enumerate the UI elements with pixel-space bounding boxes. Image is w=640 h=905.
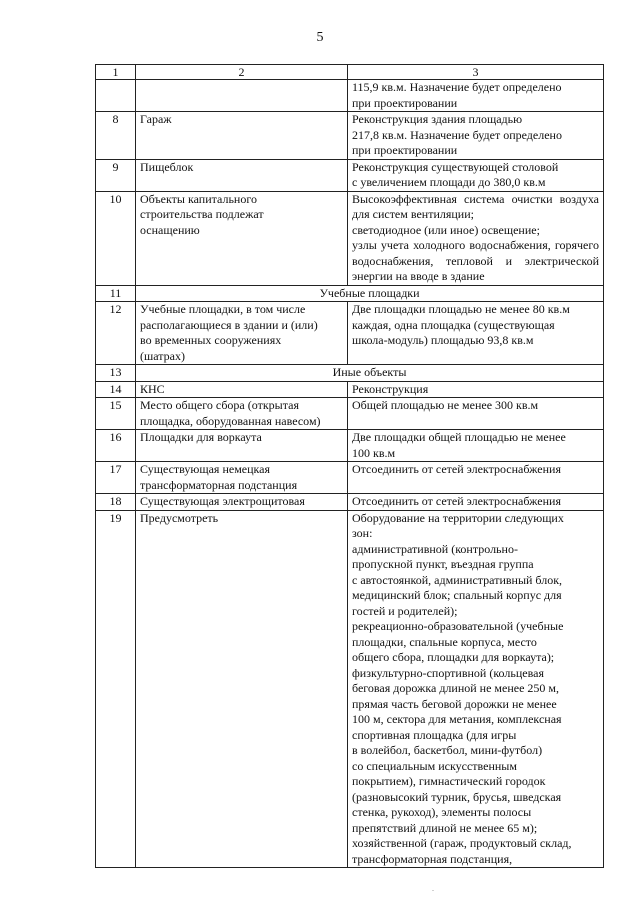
object-name: Учебные площадки, в том числе располагающиеся в здании и (или) во временных сооружениях (шатрах) — [136, 302, 348, 365]
page-number: 5 — [316, 30, 324, 45]
object-name: Пищеблок — [136, 159, 348, 191]
row-number: 13 — [96, 365, 136, 382]
object-requirement: 115,9 кв.м. Назначение будет определено при проектировании — [348, 80, 604, 112]
row-number: 15 — [96, 398, 136, 430]
object-requirement: Общей площадью не менее 300 кв.м — [348, 398, 604, 430]
table-row — [96, 462, 604, 494]
row-number: 17 — [96, 462, 136, 494]
section-row — [96, 365, 604, 382]
object-requirement: Отсоединить от сетей электроснабжения — [348, 494, 604, 511]
object-name: Место общего сбора (открытая площадка, оборудованная навесом) — [136, 398, 348, 430]
object-name: Площадки для воркаута — [136, 430, 348, 462]
object-name: Гараж — [136, 112, 348, 160]
table-row — [96, 494, 604, 511]
section-row — [96, 285, 604, 302]
object-requirement: Высокоэффективная система очистки воздуха для систем вентиляции; светодиодное (или иное) освещение; узлы учета холодного водоснабжения, горячего водоснабжения, тепловой и электрической энергии на вводе в здание — [348, 191, 604, 285]
object-requirement: Реконструкция существующей столовой с увеличением площади до 380,0 кв.м — [348, 159, 604, 191]
object-requirement: Оборудование на территории следующих зон: административной (контрольно- пропускной пункт, въездная группа с автостоянкой, административный блок, медицинский блок; спальный корпус для гостей и родителей); рекреационно-образовательной (учебные площадки, спальные корпуса, место общего сбора, площадки для воркаута); физкультурно-спортивной (кольцевая беговая дорожка длиной не менее 250 м, прямая часть беговой дорожки не менее 100 м, сектора для метания, комплексная спортивная площадка (для игры в волейбол, баскетбол, мини-футбол) со специальным искусственным покрытием), гимнастический городок (разновысокий турник, брусья, шведская стенка, рукоход), элементы полосы препятствий длиной не менее 65 м); хозяйственной (гараж, продуктовый склад, трансформаторная подстанция, — [348, 510, 604, 868]
table-row — [96, 302, 604, 365]
row-number: 11 — [96, 285, 136, 302]
row-number: 10 — [96, 191, 136, 285]
section-title: Учебные площадки — [136, 285, 604, 302]
table-header-row — [96, 65, 604, 80]
object-name — [136, 80, 348, 112]
object-requirement: Реконструкция — [348, 381, 604, 398]
object-requirement: Отсоединить от сетей электроснабжения — [348, 462, 604, 494]
row-number — [96, 80, 136, 112]
object-name: Существующая немецкая трансформаторная подстанция — [136, 462, 348, 494]
column-header-1: 1 — [96, 65, 136, 80]
object-name: Существующая электрощитовая — [136, 494, 348, 511]
table-row — [96, 381, 604, 398]
object-name: Объекты капитального строительства подлежат оснащению — [136, 191, 348, 285]
row-number: 8 — [96, 112, 136, 160]
row-number: 19 — [96, 510, 136, 868]
table-row — [96, 398, 604, 430]
table-row — [96, 80, 604, 112]
column-header-2: 2 — [136, 65, 348, 80]
row-number: 16 — [96, 430, 136, 462]
row-number: 12 — [96, 302, 136, 365]
object-requirement: Две площадки площадью не менее 80 кв.м каждая, одна площадка (существующая школа-модуль) площадью 93,8 кв.м — [348, 302, 604, 365]
object-name: КНС — [136, 381, 348, 398]
scan-mark: . — [432, 884, 434, 893]
requirements-table — [95, 64, 604, 868]
row-number: 18 — [96, 494, 136, 511]
table-row — [96, 191, 604, 285]
row-number: 14 — [96, 381, 136, 398]
table-row — [96, 510, 604, 868]
table-row — [96, 112, 604, 160]
table-row — [96, 430, 604, 462]
column-header-3: 3 — [348, 65, 604, 80]
section-title: Иные объекты — [136, 365, 604, 382]
object-requirement: Две площадки общей площадью не менее 100 кв.м — [348, 430, 604, 462]
object-requirement: Реконструкция здания площадью 217,8 кв.м. Назначение будет определено при проектировании — [348, 112, 604, 160]
object-name: Предусмотреть — [136, 510, 348, 868]
row-number: 9 — [96, 159, 136, 191]
table-row — [96, 159, 604, 191]
